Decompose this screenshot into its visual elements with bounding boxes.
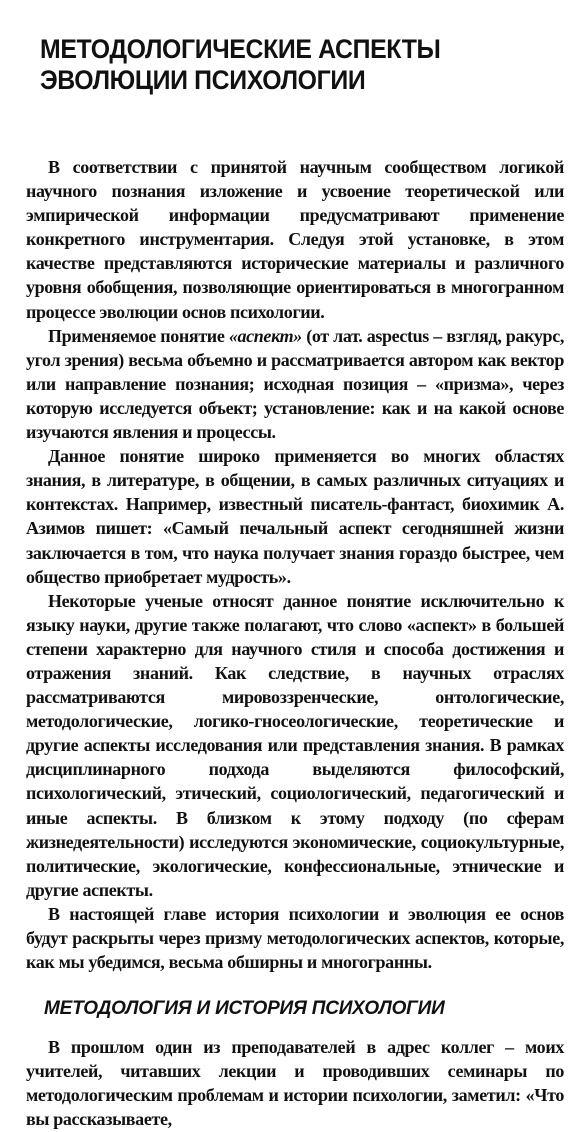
chapter-title <box>40 34 555 96</box>
term-aspect: «аспект» <box>228 325 302 346</box>
chapter-title-line-2: ЭВОЛЮЦИИ ПСИХОЛОГИИ <box>40 65 366 95</box>
paragraph-1: В соответствии с принятой научным сообществом логикой научного познания изложение и усвоение теоретической или эмпирической информации предусматривают применение конкретного инструментария. Следуя этой установке, в этом качестве представляются исторические материалы и различного уровня обобщения, позволяющие ориентироваться в многогранном процессе эволюции основ психологии. <box>26 157 564 322</box>
paragraph-5: В настоящей главе история психологии и эволюция ее основ будут раскрыты через призму методологических аспектов, которые, как мы убедимся, весьма обширны и многогранны. <box>26 903 564 973</box>
book-page <box>26 34 564 1130</box>
paragraph-4: Некоторые ученые относят данное понятие исключительно к языку науки, другие также полагают, что слово «аспект» в большей степени характерно для научного стиля и способа достижения и отражения знаний. Как следствие, в научных отраслях рассматриваются мировоззренческие, онтологические, методологические, логико-гносеологические, теоретические и другие аспекты исследования или представления знания. В рамках дисциплинарного подхода выделяются философский, психологический, этический, социологический, педагогический и иные аспекты. В близком к этому подходу (по сферам жизнедеятельности) исследуются экономические, социокультурные, политические, экологические, конфессиональные, этнические и другие аспекты. <box>26 590 564 900</box>
chapter-body <box>26 155 564 1132</box>
paragraph-2-suffix: (от лат. aspectus – взгляд, ракурс, угол зрения) весьма объемно и рассматривается автором как вектор или направление познания; исходная позиция – «призма», через которую исследуется объект; установление: как и на какой основе изучаются явления и процессы. <box>26 325 564 443</box>
section-title: МЕТОДОЛОГИЯ И ИСТОРИЯ ПСИХОЛОГИИ <box>44 998 445 1020</box>
paragraph-2 <box>26 324 564 444</box>
paragraph-3: Данное понятие широко применяется во многих областях знания, в литературе, в общении, в самых различных ситуациях и контекстах. Например, известный писатель-фантаст, биохимик А. Азимов пишет: «Самый печальный аспект сегодняшней жизни заключается в том, что наука получает знания гораздо быстрее, чем общество приобретает мудрость». <box>26 446 564 587</box>
chapter-title-line-1: МЕТОДОЛОГИЧЕСКИЕ АСПЕКТЫ <box>40 34 441 64</box>
section-paragraph-1: В прошлом один из преподавателей в адрес коллег – моих учителей, читавших лекции и проводивших семинары по методологическим проблемам и истории психологии, заметил: «Что вы рассказываете, <box>26 1037 564 1130</box>
paragraph-2-prefix: Применяемое понятие <box>48 325 229 346</box>
